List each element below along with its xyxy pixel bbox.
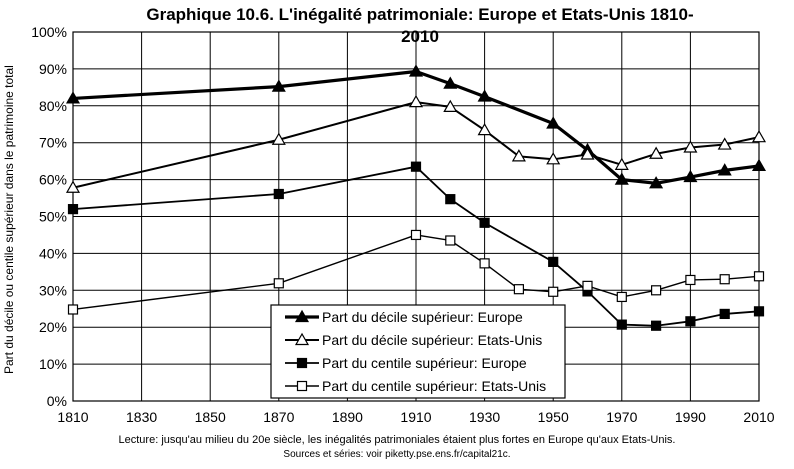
data-point <box>720 309 729 318</box>
y-tick-label: 60% <box>38 171 67 188</box>
y-axis-label: Part du décile ou centile supérieur dans le patrimoine total <box>2 65 16 374</box>
chart-title-line-1: Graphique 10.6. L'inégalité patrimoniale: Europe et Etats-Unis 1810- <box>146 5 694 24</box>
y-tick-label: 80% <box>38 97 67 114</box>
y-tick-label: 100% <box>31 24 67 40</box>
data-point <box>755 307 764 316</box>
y-tick-label: 30% <box>38 282 67 299</box>
y-tick-label: 10% <box>38 356 67 373</box>
data-point <box>652 286 661 295</box>
legend-item <box>285 378 546 394</box>
data-point <box>480 218 489 227</box>
x-tick-label: 1950 <box>537 409 569 425</box>
y-tick-label: 70% <box>38 134 67 151</box>
y-tick-label: 50% <box>38 208 67 225</box>
y-tick-label: 90% <box>38 60 67 77</box>
data-point <box>274 279 283 288</box>
x-tick-label: 1930 <box>469 409 501 425</box>
reading-note: Lecture: jusqu'au milieu du 20e siècle, les inégalités patrimoniales étaient plus fortes en Europe qu'aux Etats-Unis. <box>118 434 676 446</box>
data-point <box>412 162 421 171</box>
data-point <box>479 124 491 135</box>
y-tick-label: 40% <box>38 245 67 262</box>
data-point <box>549 257 558 266</box>
data-point <box>617 320 626 329</box>
y-tick-label: 20% <box>38 319 67 336</box>
sources-note: Sources et séries: voir piketty.pse.ens.fr/capital21c. <box>283 449 511 460</box>
data-point <box>69 205 78 214</box>
y-tick-label: 0% <box>46 393 67 409</box>
legend-label: Part du centile supérieur: Europe <box>322 355 527 371</box>
x-tick-label: 1990 <box>674 409 706 425</box>
data-point <box>446 236 455 245</box>
data-point <box>274 189 283 198</box>
legend-item <box>285 332 542 348</box>
data-point <box>514 285 523 294</box>
data-point <box>720 275 729 284</box>
data-point <box>69 305 78 314</box>
data-point <box>755 272 764 281</box>
x-tick-label: 1910 <box>400 409 432 425</box>
legend-marker <box>298 359 307 368</box>
data-point <box>480 259 489 268</box>
chart-title-line-2: 2010 <box>401 27 439 46</box>
data-point <box>617 292 626 301</box>
x-tick-label: 1810 <box>57 409 89 425</box>
legend-marker <box>298 382 307 391</box>
data-point <box>686 275 695 284</box>
x-tick-label: 1830 <box>126 409 158 425</box>
x-tick-label: 1870 <box>263 409 295 425</box>
legend-label: Part du décile supérieur: Europe <box>322 309 523 325</box>
x-tick-label: 2010 <box>743 409 775 425</box>
data-point <box>412 230 421 239</box>
x-tick-label: 1970 <box>606 409 638 425</box>
data-point <box>446 195 455 204</box>
x-tick-label: 1850 <box>194 409 226 425</box>
legend-label: Part du décile supérieur: Etats-Unis <box>322 332 543 348</box>
data-point <box>753 131 765 142</box>
data-point <box>583 281 592 290</box>
x-tick-label: 1890 <box>331 409 363 425</box>
legend-label: Part du centile supérieur: Etats-Unis <box>322 378 547 394</box>
legend <box>271 305 565 398</box>
data-point <box>686 317 695 326</box>
legend-item <box>285 355 527 371</box>
data-point <box>549 287 558 296</box>
data-point <box>410 96 422 107</box>
data-point <box>652 321 661 330</box>
